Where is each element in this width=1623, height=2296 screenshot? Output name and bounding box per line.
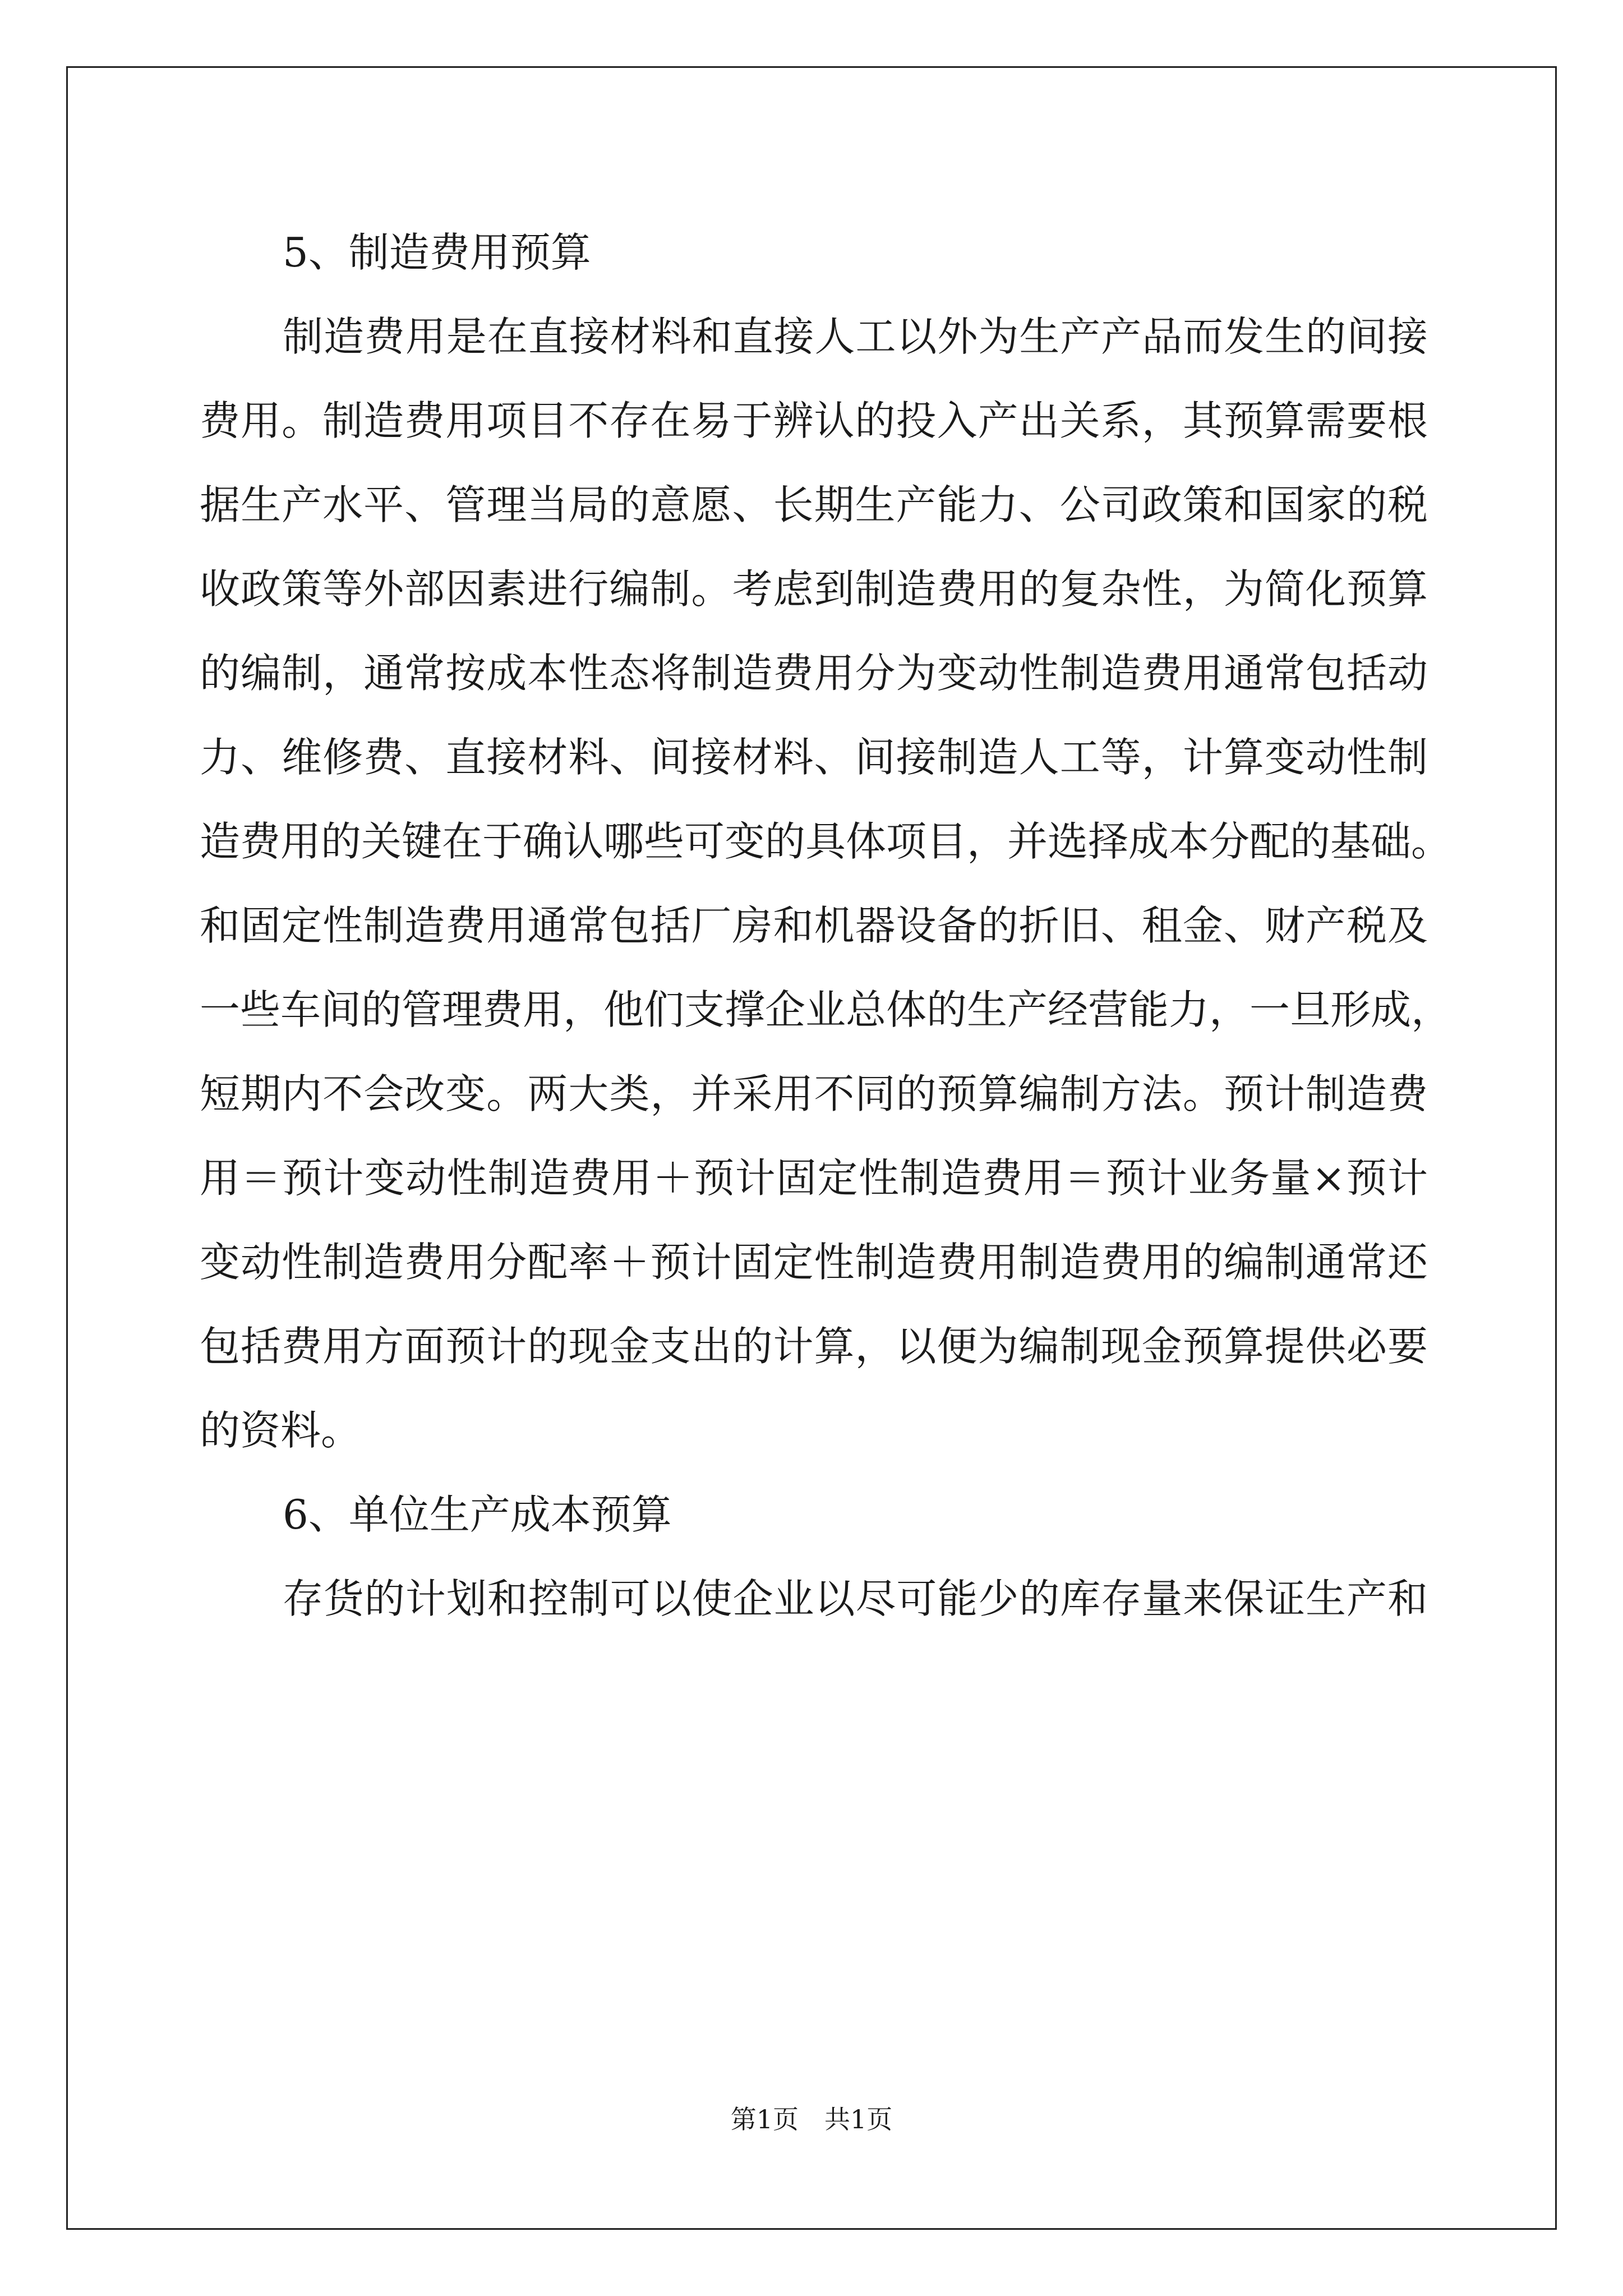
paragraph-line: 制造费用是在直接材料和直接人工以外为生产产品而发生的间接: [283, 313, 1428, 360]
paragraph-line: 的资料。: [200, 1407, 362, 1454]
paragraph-line: 力、维修费、直接材料、间接材料、间接制造人工等，计算变动性制: [200, 734, 1428, 781]
paragraph-line: 的编制，通常按成本性态将制造费用分为变动性制造费用通常包括动: [200, 650, 1428, 697]
paragraph-line: 存货的计划和控制可以使企业以尽可能少的库存量来保证生产和: [283, 1575, 1428, 1622]
paragraph-line: 收政策等外部因素进行编制。考虑到制造费用的复杂性，为简化预算: [200, 565, 1428, 613]
paragraph-line: 据生产水平、管理当局的意愿、长期生产能力、公司政策和国家的税: [200, 481, 1428, 528]
section-heading-6: 6、单位生产成本预算: [283, 1491, 672, 1538]
section-heading-5: 5、制造费用预算: [283, 229, 591, 276]
paragraph-line: 短期内不会改变。两大类，并采用不同的预算编制方法。预计制造费: [200, 1070, 1428, 1117]
paragraph-line: 和固定性制造费用通常包括厂房和机器设备的折旧、租金、财产税及: [200, 902, 1428, 949]
paragraph-line: 费用。制造费用项目不存在易于辨认的投入产出关系，其预算需要根: [200, 397, 1428, 444]
page-number-footer: 第1页 共1页: [730, 2104, 893, 2134]
paragraph-line: 用＝预计变动性制造费用＋预计固定性制造费用＝预计业务量×预计: [200, 1154, 1428, 1202]
paragraph-line: 一些车间的管理费用，他们支撑企业总体的生产经营能力，一旦形成，: [200, 986, 1452, 1033]
paragraph-line: 包括费用方面预计的现金支出的计算，以便为编制现金预算提供必要: [200, 1323, 1428, 1370]
paragraph-line: 造费用的关键在于确认哪些可变的具体项目，并选择成本分配的基础。: [200, 818, 1452, 865]
paragraph-line: 变动性制造费用分配率＋预计固定性制造费用制造费用的编制通常还: [200, 1239, 1428, 1286]
